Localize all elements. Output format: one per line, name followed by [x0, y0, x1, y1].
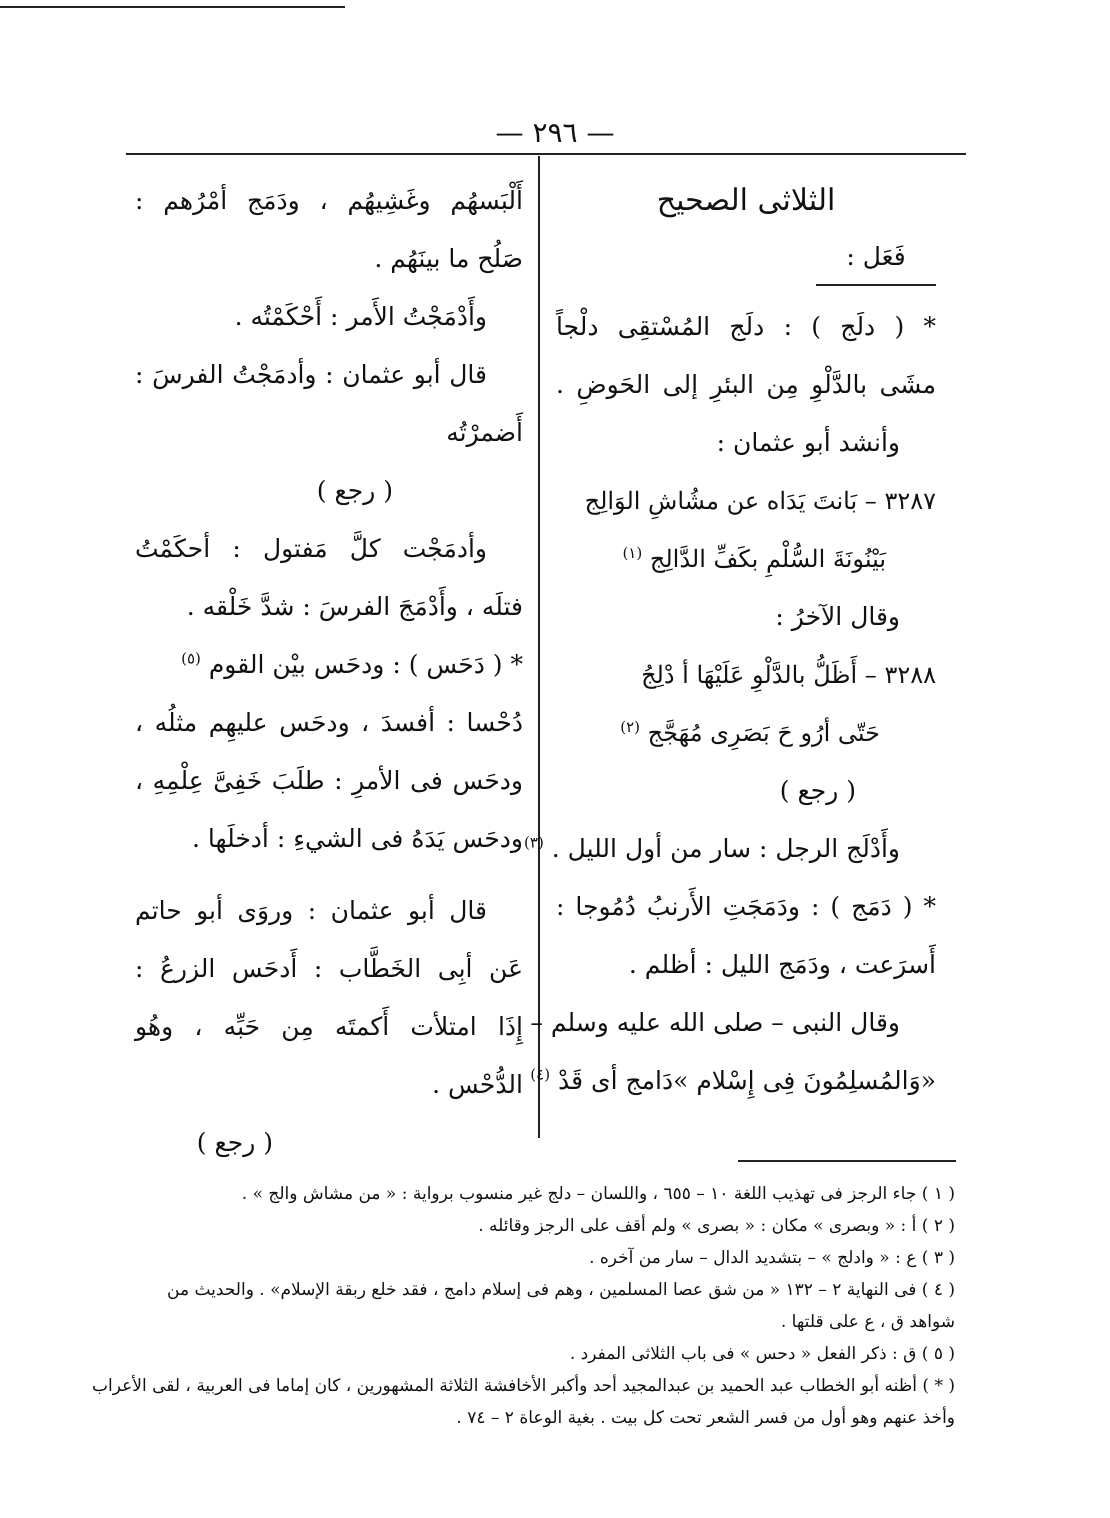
subheading: فَعَل : — [816, 230, 936, 286]
text-line: وقال الآخرُ : — [775, 602, 900, 631]
footnote-1: ( ١ ) جاء الرجز فى تهذيب اللغة ١٠ – ٦٥٥ ، واللسان – دلج غير منسوب برواية : « من مشاش والج » . — [241, 1184, 955, 1204]
text-line: أَضمرْتُه — [446, 418, 523, 447]
rajaa-marker: ( رجع ) — [196, 1128, 273, 1157]
text-line: وقال النبى – صلى الله عليه وسلم – — [530, 1008, 900, 1037]
footnote-mark: (٢) — [620, 718, 640, 736]
footnote-4: ( ٤ ) فى النهاية ٢ – ١٣٢ « من شق عصا المسلمين ، وهم فى إسلام دامج ، فقد خلع ربقة الإسلام» . والحديث من — [167, 1280, 955, 1300]
header-rule — [126, 153, 966, 155]
text-line: الدُّحْس . — [432, 1070, 523, 1099]
footnote-star: ( * ) أظنه أبو الخطاب عبد الحميد بن عبدالمجيد أحد وأكبر الأخافشة الثلاثة المشهورين ، كان إماما فى العربية ، لقى الأعراب — [92, 1376, 955, 1396]
text-line: دُحْسا : أفسدَ ، ودحَس عليهِم مثلُه ، — [135, 708, 523, 737]
rajaa-marker: ( رجع ) — [316, 476, 393, 505]
right-column — [524, 172, 936, 1110]
footnote-2: ( ٢ ) أ : « وبصرى » مكان : « بصرى » ولم أقف على الرجز وقائله . — [478, 1216, 955, 1236]
text-line: فتلَه ، وأَدْمَجَ الفرسَ : شدَّ خَلْقه . — [186, 592, 523, 621]
text-line: أَسرَعت ، ودَمَج الليل : أظلم . — [628, 950, 936, 979]
text-line: أَلْبَسهُم وغَشِيهُم ، ودَمَج أمْرُهم : — [135, 186, 523, 215]
verse-line — [556, 530, 936, 588]
text-line: إِذَا امتلأت أَكمتَه مِن حَبِّه ، وهُو — [135, 1012, 523, 1041]
top-rule — [0, 6, 345, 8]
line-text: * ( دَحَس ) : ودحَس بيْن القوم — [208, 650, 523, 679]
text-line — [530, 1052, 936, 1110]
footnote-mark: (١) — [622, 544, 643, 562]
column-divider — [538, 156, 540, 1138]
text-line: وأدمَجْت كلَّ مَفتول : أحكَمْتُ — [135, 534, 487, 563]
footnote-rule — [738, 1160, 956, 1162]
left-column — [135, 172, 523, 1172]
text-line: مشَى بالدَّلْوِ مِن البئرِ إلى الحَوضِ . — [556, 370, 936, 399]
footnote-mark: (٤) — [530, 1065, 551, 1084]
text-line — [135, 636, 523, 694]
rajaa-marker: ( رجع ) — [779, 776, 856, 805]
section-heading: الثلاثى الصحيح — [656, 183, 836, 218]
line-text: وأَدْلَج الرجل : سار من أول الليل . — [551, 834, 900, 863]
line-text: «وَالمُسلِمُونَ فِى إِسْلام »دَامج أى قَدْ — [558, 1066, 936, 1095]
text-line: وأنشد أبو عثمان : — [716, 428, 900, 457]
text-line — [524, 820, 936, 878]
verse-line — [556, 704, 936, 762]
text-line: * ( دلَج ) : دلَج المُسْتقِى دلْجاً — [556, 312, 936, 341]
footnote-3: ( ٣ ) ع : « وادلج » – بتشديد الدال – سار من آخره . — [589, 1248, 955, 1268]
text-line: صَلُح ما بينَهُم . — [374, 244, 523, 273]
footnote-5: ( ٥ ) ق : ذكر الفعل « دحس » فى باب الثلاثى المفرد . — [569, 1344, 955, 1364]
footnote-4-cont: شواهد ق ، ع على قلتها . — [780, 1312, 955, 1332]
verse-text: حَتّى أرُو حَ بَصَرِى مُهَجَّج — [647, 719, 880, 747]
footnote-star-cont: وأخذ عنهم وهو أول من فسر الشعر تحت كل بيت . بغية الوعاة ٢ – ٧٤ . — [456, 1408, 955, 1428]
text-line: قال أبو عثمان : وروَى أبو حاتم — [135, 896, 487, 925]
text-line: وأَدْمَجْتُ الأَمر : أَحْكَمْتُه . — [234, 302, 487, 331]
verse-number-3288: ٣٢٨٨ – أَظَلُّ بالدَّلْوِ عَلَيْهَا أ دْلِجُ — [641, 661, 936, 689]
footnote-mark: (٣) — [524, 833, 544, 852]
text-line: قال أبو عثمان : وأدمَجْتُ الفرسَ : — [135, 360, 487, 389]
spacer — [135, 868, 523, 882]
text-line: ودحَس فى الأمرِ : طلَبَ خَفِىَّ عِلْمِهِ ، — [135, 766, 523, 795]
verse-number-3287: ٣٢٨٧ – بَانتَ يَدَاه عن مشُاشِ الوَالِج — [584, 487, 936, 515]
page-number: — ٢٩٦ — — [495, 116, 615, 149]
footnotes — [92, 1178, 955, 1434]
verse-text: بَيْنُونَةَ السُّلْمِ بكَفِّ الدَّالِج — [649, 545, 886, 573]
text-line: ودحَس يَدَهُ فى الشيءِ : أدخلَها . — [192, 824, 523, 853]
footnote-mark: (٥) — [181, 649, 201, 668]
text-line: عَن أبِى الخَطَّاب : أَدحَس الزرعُ : — [135, 954, 523, 983]
text-line: * ( دَمَج ) : ودَمَجَتِ الأَرنبُ دُمُوجا : — [556, 892, 936, 921]
